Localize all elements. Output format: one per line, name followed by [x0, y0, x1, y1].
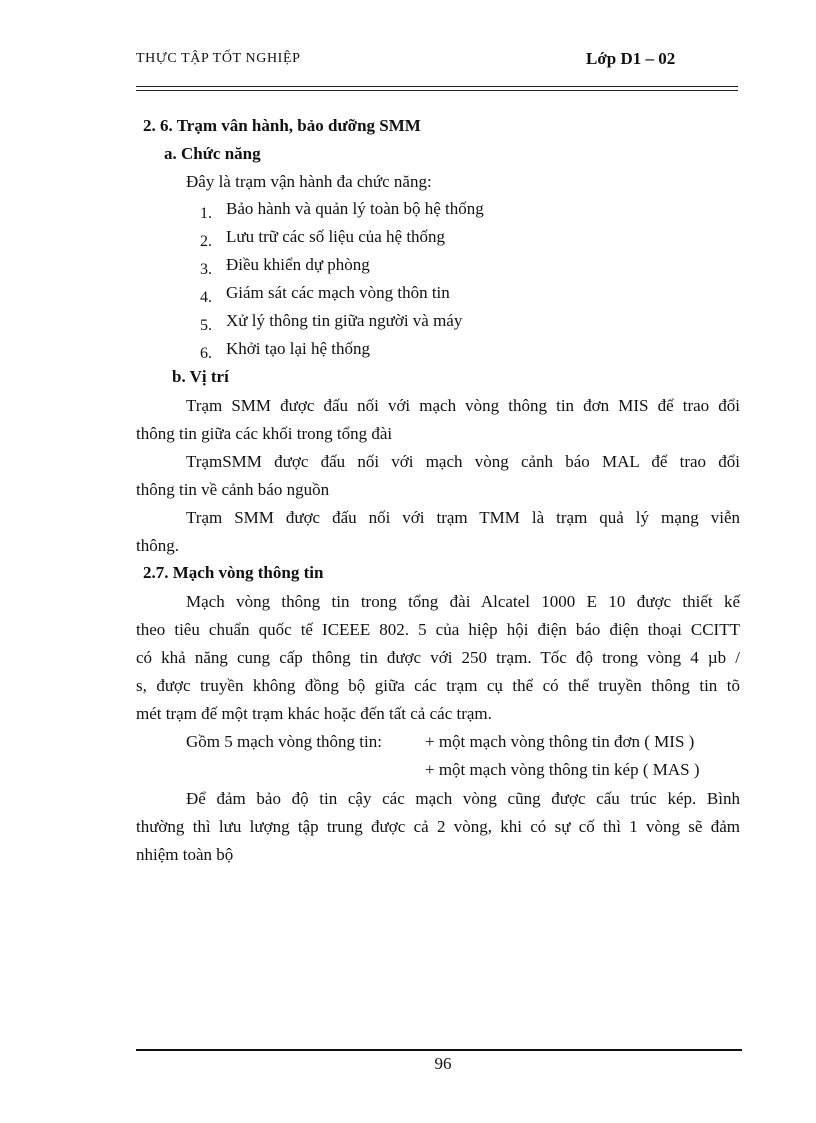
- ring-count-label: Gồm 5 mạch vòng thông tin:: [186, 732, 382, 751]
- paragraph-line: Mạch vòng thông tin trong tổng đài Alcatel 1000 E 10 được thiết kế: [186, 592, 740, 611]
- list-number: 6.: [200, 345, 212, 362]
- paragraph-line: TrạmSMM được đấu nối với mạch vòng cảnh báo MAL để trao đổi: [186, 452, 740, 471]
- header-divider-bottom: [136, 90, 738, 91]
- subsection-a-heading: a. Chức năng: [164, 144, 261, 163]
- list-item: [200, 311, 484, 339]
- ring-item-mas: + một mạch vòng thông tin kép ( MAS ): [425, 760, 700, 779]
- ring-paragraph: [136, 588, 740, 728]
- header-divider-top: [136, 86, 738, 87]
- list-item: [200, 255, 484, 283]
- reliability-paragraph: [136, 785, 740, 869]
- function-intro: Đây là trạm vận hành đa chức năng:: [186, 172, 432, 191]
- list-number: 4.: [200, 289, 212, 306]
- paragraph-line: thường thì lưu lượng tập trung được cả 2 vòng, khi có sự cố thì 1 vòng sẽ đảm: [136, 817, 740, 836]
- list-text: Xử lý thông tin giữa người và máy: [226, 311, 463, 330]
- section-2-6-heading: 2. 6. Trạm vân hành, bảo dưỡng SMM: [143, 116, 421, 135]
- list-text: Giám sát các mạch vòng thôn tin: [226, 283, 450, 302]
- paragraph-line: thông tin giữa các khối trong tổng đài: [136, 424, 393, 443]
- paragraph-line: thông.: [136, 536, 179, 555]
- paragraph-line: có khả năng cung cấp thông tin được với 250 trạm. Tốc độ trong vòng 4 µb /: [136, 648, 740, 667]
- paragraph-line: nhiệm toàn bộ: [136, 845, 234, 864]
- header-title: THỰC TẬP TỐT NGHIỆP: [136, 51, 301, 66]
- page-number: 96: [434, 1054, 452, 1073]
- list-item: [200, 199, 484, 227]
- paragraph-line: s, được truyền không đồng bộ giữa các trạm cụ thể có thể truyền thông tin tõ: [136, 676, 740, 695]
- list-item: [200, 283, 484, 311]
- paragraph-line: Trạm SMM được đấu nối với mạch vòng thông tin đơn MIS để trao đổi: [186, 396, 740, 415]
- footer-divider: [136, 1049, 742, 1051]
- list-item: [200, 227, 484, 255]
- header-class-label: Lớp D1 – 02: [586, 49, 676, 68]
- list-text: Điều khiển dự phòng: [226, 255, 370, 274]
- section-2-7-heading: 2.7. Mạch vòng thông tin: [143, 563, 324, 582]
- list-text: Khởi tạo lại hệ thống: [226, 339, 371, 358]
- list-text: Bảo hành và quản lý toàn bộ hệ thống: [226, 199, 484, 218]
- list-number: 3.: [200, 261, 212, 278]
- function-list: [200, 199, 484, 367]
- list-number: 1.: [200, 205, 212, 222]
- location-paragraphs: [136, 392, 740, 560]
- list-number: 2.: [200, 233, 212, 250]
- paragraph-line: theo tiêu chuẩn quốc tế ICEEE 802. 5 của hiệp hội điện báo điện thoại CCITT: [136, 620, 740, 639]
- list-number: 5.: [200, 317, 212, 334]
- list-item: [200, 339, 484, 367]
- paragraph-line: Để đảm bảo độ tin cậy các mạch vòng cũng được cấu trúc kép. Bình: [186, 789, 740, 808]
- ring-item-mis: + một mạch vòng thông tin đơn ( MIS ): [425, 732, 695, 751]
- paragraph-line: Trạm SMM được đấu nối với trạm TMM là trạm quả lý mạng viễn: [186, 508, 740, 527]
- paragraph-line: mét trạm đế một trạm khác hoặc đến tất cả các trạm.: [136, 704, 492, 723]
- paragraph-line: thông tin về cảnh báo nguồn: [136, 480, 330, 499]
- subsection-b-heading: b. Vị trí: [172, 367, 229, 386]
- list-text: Lưu trữ các số liệu của hệ thống: [226, 227, 446, 246]
